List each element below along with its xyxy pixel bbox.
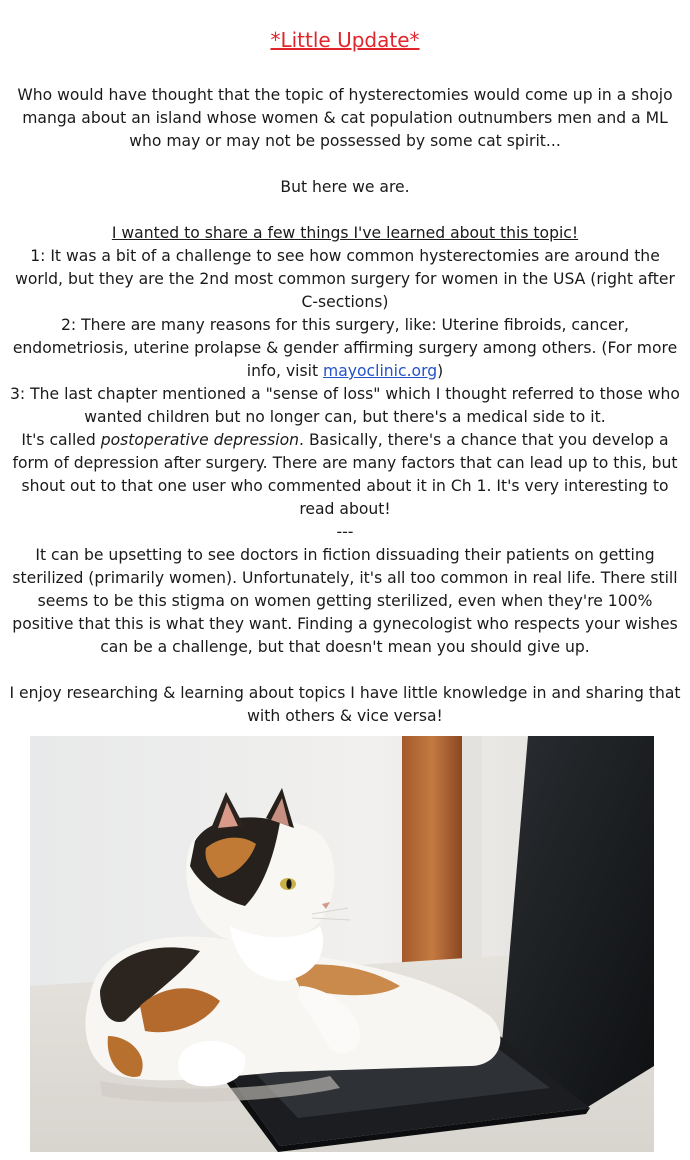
spacer <box>6 199 684 222</box>
spacer <box>6 659 684 682</box>
point-2-text: 2: There are many reasons for this surgery, like: Uterine fibroids, cancer, endometriosis, uterine prolapse & gender affirming surgery among others. (For more info, visit <box>12 316 678 380</box>
share-heading: I wanted to share a few things I've learned about this topic! <box>111 224 579 242</box>
point-3: 3: The last chapter mentioned a "sense of loss" which I thought referred to those who wanted children but no longer can, but there's a medical side to it. <box>10 385 680 426</box>
intro-paragraph: Who would have thought that the topic of hysterectomies would come up in a shojo manga about an island whose women & cat population outnumbers men and a ML who may or may not be possessed by some cat spirit... <box>17 86 673 150</box>
cat-laptop-illustration <box>30 736 654 1152</box>
postoperative-depression-term: postoperative depression <box>100 431 300 449</box>
mayoclinic-link[interactable]: mayoclinic.org <box>323 362 438 380</box>
point-1: 1: It was a bit of a challenge to see how common hysterectomies are around the world, but they are the 2nd most common surgery for women in the USA (right after C-sections) <box>15 247 675 311</box>
point-2 <box>6 314 684 383</box>
calico-cat-laptop-photo <box>30 736 654 1152</box>
point-3-detail-lead: It's called <box>21 431 101 449</box>
point-3-detail-rest: . Basically, there's a chance that you develop a form of depression after surgery. There are many factors that can lead up to this, but shout out to that one user who commented about it in Ch 1. It's very interesting to read about! <box>12 431 678 518</box>
separator: --- <box>336 523 354 541</box>
doctors-paragraph: It can be upsetting to see doctors in fiction dissuading their patients on getting sterilized (primarily women). Unfortunately, it's all too common in real life. There still seems to be this stigma on women getting sterilized, even when they're 100% positive that this is what they want. Finding a gynecologist who respects your wishes can be a challenge, but that doesn't mean you should give up. <box>12 546 678 656</box>
point-3-detail <box>6 429 684 521</box>
closing-paragraph: I enjoy researching & learning about topics I have little knowledge in and sharing that with others & vice versa! <box>9 684 681 725</box>
page-title: *Little Update* <box>270 28 420 52</box>
update-body <box>6 84 684 728</box>
point-2-close: ) <box>437 362 444 380</box>
here-we-are-text: But here we are. <box>280 178 410 196</box>
spacer <box>6 153 684 176</box>
